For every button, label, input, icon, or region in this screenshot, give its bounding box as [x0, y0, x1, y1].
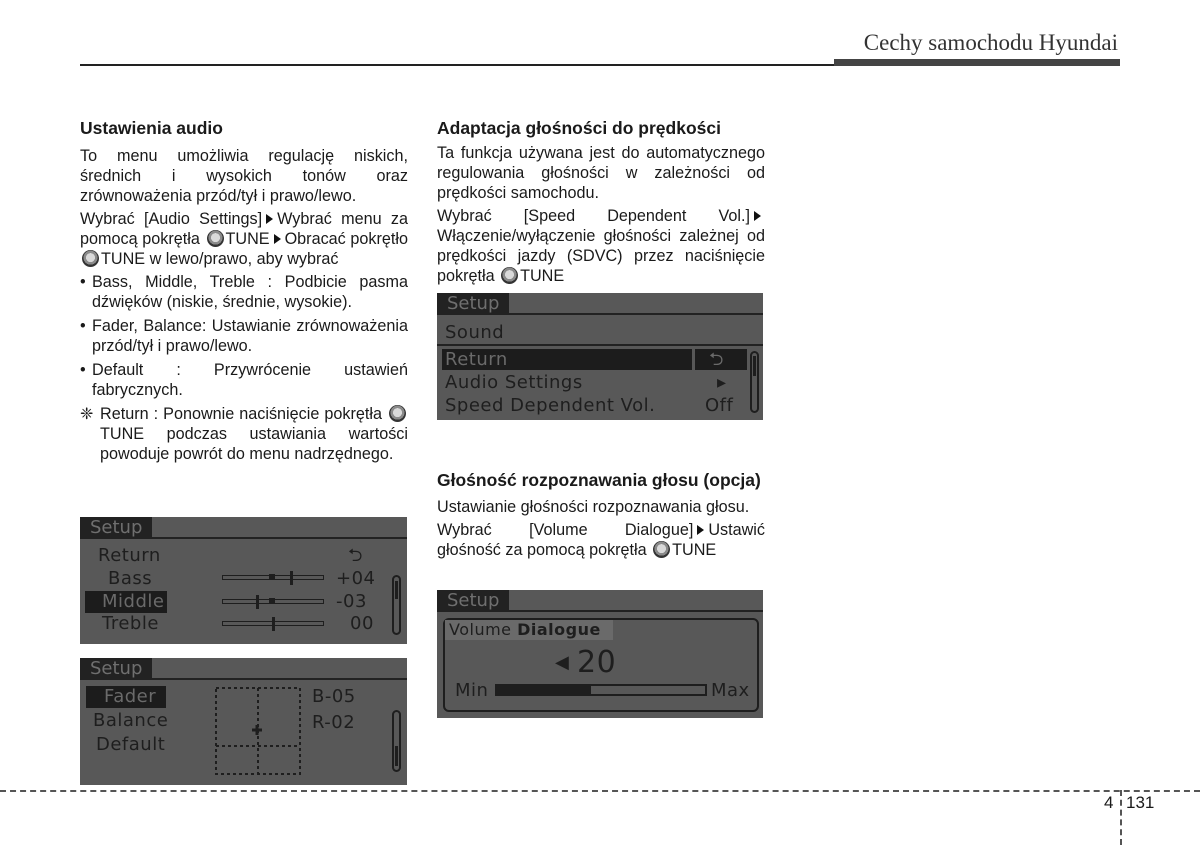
- voice-volume-instructions: Wybrać [Volume Dialogue] Ustawić głośność za pomocą pokrętła TUNE: [437, 521, 765, 559]
- slider-center-marker: [269, 574, 275, 580]
- volume-bar: [495, 684, 707, 696]
- screen-volume-dialogue: [437, 590, 763, 718]
- bullet-icon: •: [80, 273, 86, 291]
- volume-dialog-title: Volume Dialogue: [449, 620, 601, 639]
- instr-step-3: Obracać pokrętło: [284, 230, 408, 248]
- footer-rule: [0, 790, 1200, 792]
- tune-knob-icon: [207, 230, 224, 247]
- bass-value: +04: [336, 568, 376, 589]
- arrow-right-icon: [274, 234, 281, 244]
- return-icon: ⮌: [348, 545, 363, 566]
- tune-knob-icon: [653, 541, 670, 558]
- screen-sound-menu: [437, 293, 763, 420]
- menu-item-speed-dependent-vol: Speed Dependent Vol.: [445, 395, 656, 416]
- setup-tab: Setup: [80, 658, 152, 680]
- sound-menu-title: Sound: [445, 322, 505, 343]
- balance-value: R-02: [312, 712, 356, 733]
- menu-item-middle: Middle: [102, 591, 165, 612]
- screen-fader-balance: [80, 658, 407, 785]
- scrollbar: [750, 351, 759, 413]
- menu-item-return: Return: [445, 349, 508, 370]
- bullet-item: • Bass, Middle, Treble : Podbicie pasma dźwięków (niskie, średnie, wysokie).: [80, 273, 408, 311]
- instr-step-1: Wybrać [Audio Settings]: [80, 210, 263, 228]
- header-rule-accent: [834, 59, 1120, 66]
- setup-tab: Setup: [437, 293, 509, 315]
- section-heading-audio-settings: Ustawienia audio: [80, 118, 223, 138]
- fader-balance-grid: [214, 686, 304, 778]
- volume-bar-fill: [497, 686, 591, 694]
- middle-slider-thumb: [256, 595, 259, 609]
- middle-value: -03: [336, 591, 367, 612]
- screen-audio-settings: [80, 517, 407, 644]
- volume-min-label: Min: [455, 680, 489, 701]
- volume-value: 20: [577, 645, 617, 680]
- speaker-icon: ◀: [555, 652, 570, 673]
- arrow-right-icon: [754, 211, 761, 221]
- arrow-right-icon: [266, 214, 273, 224]
- page-number-divider: [1120, 790, 1122, 845]
- bullet-icon: •: [80, 361, 86, 379]
- volume-max-label: Max: [711, 680, 750, 701]
- menu-item-balance: Balance: [93, 710, 169, 731]
- menu-item-fader: Fader: [104, 686, 157, 707]
- bullet-item: • Default : Przywrócenie ustawień fabrycznych.: [80, 361, 408, 399]
- speed-dependent-vol-value: Off: [705, 395, 734, 416]
- setup-tab: Setup: [80, 517, 152, 539]
- submenu-arrow-icon: ▸: [717, 372, 727, 393]
- menu-item-audio-settings: Audio Settings: [445, 372, 583, 393]
- speed-volume-intro: Ta funkcja używana jest do automatycznego regulowania głośności w zależności od prędkości samochodu.: [437, 144, 765, 202]
- menu-item-treble: Treble: [102, 613, 159, 634]
- tune-knob-icon: [389, 405, 406, 422]
- note-mark-icon: ❈: [80, 405, 94, 423]
- left-column: [80, 118, 408, 464]
- bullet-icon: •: [80, 317, 86, 335]
- audio-intro-paragraph: To menu umożliwia regulację niskich, średnich i wysokich tonów oraz zrównoważenia przód/tył i prawo/lewo.: [80, 147, 408, 205]
- tune-knob-icon: [82, 250, 99, 267]
- voice-volume-intro: Ustawianie głośności rozpoznawania głosu.: [437, 498, 750, 516]
- instr-step-2: Wybrać menu za pomocą pokrętła: [80, 210, 408, 248]
- audio-instructions-paragraph: [80, 209, 408, 269]
- fader-value: B-05: [312, 686, 356, 707]
- scrollbar: [392, 575, 401, 635]
- slider-center-marker: [269, 598, 275, 604]
- instr-step-4: TUNE w lewo/prawo, aby wybrać: [101, 250, 339, 268]
- treble-value: 00: [350, 613, 374, 634]
- return-icon: ⮌: [709, 349, 724, 370]
- speed-volume-instructions: Wybrać [Speed Dependent Vol.]Włączenie/wyłączenie głośności zależnej od prędkości jazdy (SDVC) przez naciśnięcie pokrętła TUNE: [437, 207, 765, 285]
- arrow-right-icon: [697, 525, 704, 535]
- tune-knob-icon: [501, 267, 518, 284]
- page-number: 131: [1126, 793, 1155, 812]
- menu-item-default: Default: [96, 734, 166, 755]
- instr-tune-1: TUNE: [225, 230, 270, 248]
- section-heading-voice-volume: Głośność rozpoznawania głosu (opcja): [437, 470, 761, 490]
- return-note: ❈ Return : Ponownie naciśnięcie pokrętła TUNE podczas ustawiania wartości powoduje powrót do menu nadrzędnego.: [80, 405, 408, 463]
- menu-item-return: Return: [98, 545, 161, 566]
- bass-slider-thumb: [290, 571, 293, 585]
- bullet-item: • Fader, Balance: Ustawianie zrównoważenia przód/tył i prawo/lewo.: [80, 317, 408, 355]
- scrollbar: [392, 710, 401, 772]
- running-header-title: Cechy samochodu Hyundai: [863, 30, 1118, 55]
- treble-slider-thumb: [272, 617, 275, 631]
- chapter-number: 4: [1104, 793, 1114, 812]
- menu-item-bass: Bass: [108, 568, 153, 589]
- section-heading-speed-volume: Adaptacja głośności do prędkości: [437, 118, 721, 138]
- setup-tab: Setup: [437, 590, 509, 612]
